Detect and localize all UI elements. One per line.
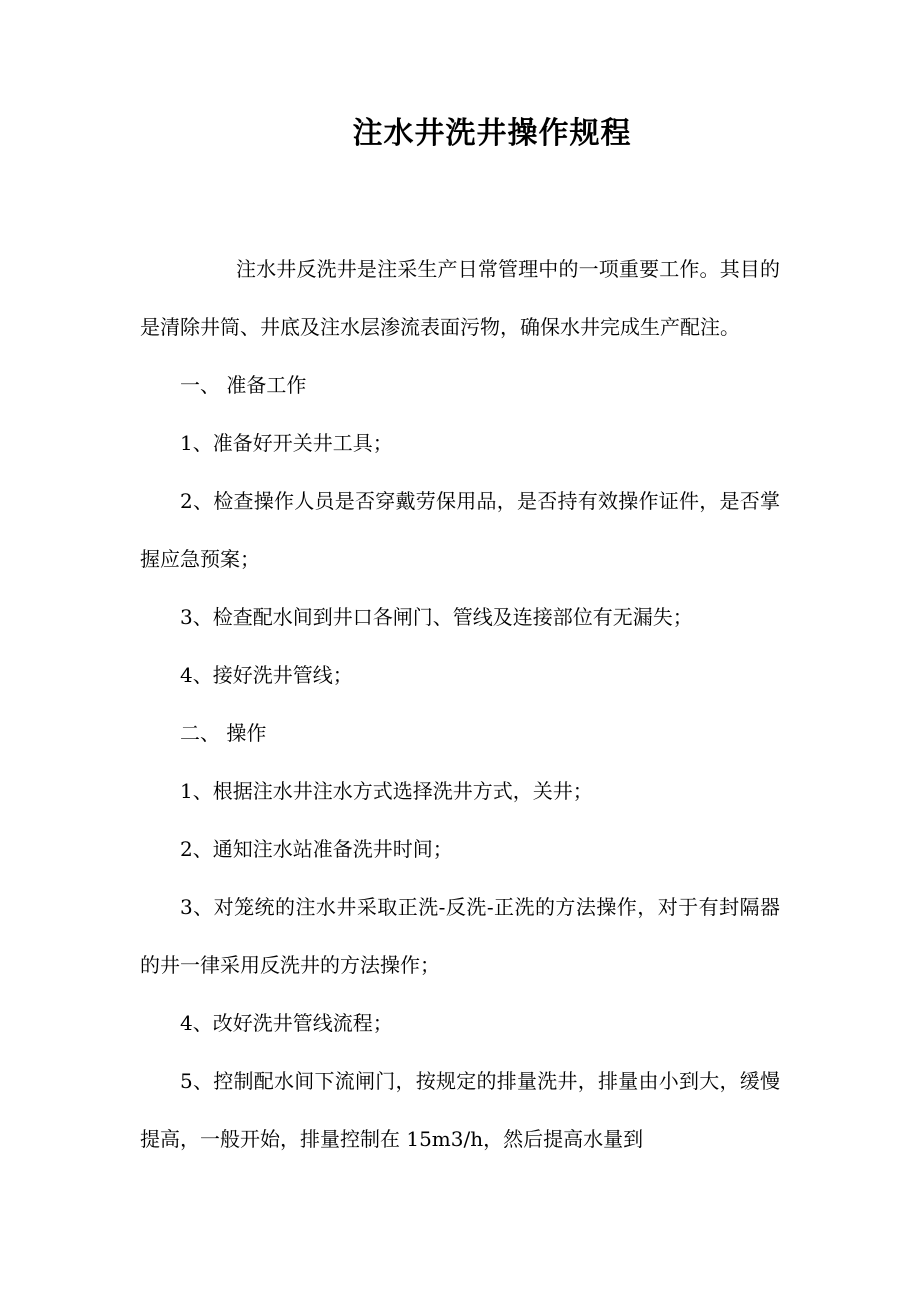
- document-title: 注水井洗井操作规程: [352, 116, 632, 151]
- list-item: 2、通知注水站准备洗井时间；: [180, 837, 453, 861]
- intro-paragraph: 注水井反洗井是注采生产日常管理中的一项重要工作。其目的是清除井筒、井底及注水层渗流表面污物，确保水井完成生产配注。: [140, 257, 780, 339]
- section-heading-operation: 二、 操作: [180, 721, 267, 745]
- list-item: 1、准备好开关井工具；: [180, 431, 393, 455]
- list-item: 3、对笼统的注水井采取正洗-反洗-正洗的方法操作，对于有封隔器的井一律采用反洗井的方法操作；: [140, 895, 780, 977]
- list-item: 3、检查配水间到井口各闸门、管线及连接部位有无漏失；: [180, 605, 693, 629]
- list-item: 4、接好洗井管线；: [180, 663, 353, 687]
- list-item: 1、根据注水井注水方式选择洗井方式，关井；: [180, 779, 593, 803]
- list-item: 4、改好洗井管线流程；: [180, 1011, 393, 1035]
- list-item: 5、控制配水间下流闸门，按规定的排量洗井，排量由小到大，缓慢提高，一般开始，排量控制在 15m3/h，然后提高水量到: [140, 1069, 780, 1151]
- section-heading-preparation: 一、 准备工作: [180, 373, 307, 397]
- list-item: 2、检查操作人员是否穿戴劳保用品，是否持有效操作证件，是否掌握应急预案；: [140, 489, 780, 571]
- document-body: [140, 240, 780, 1168]
